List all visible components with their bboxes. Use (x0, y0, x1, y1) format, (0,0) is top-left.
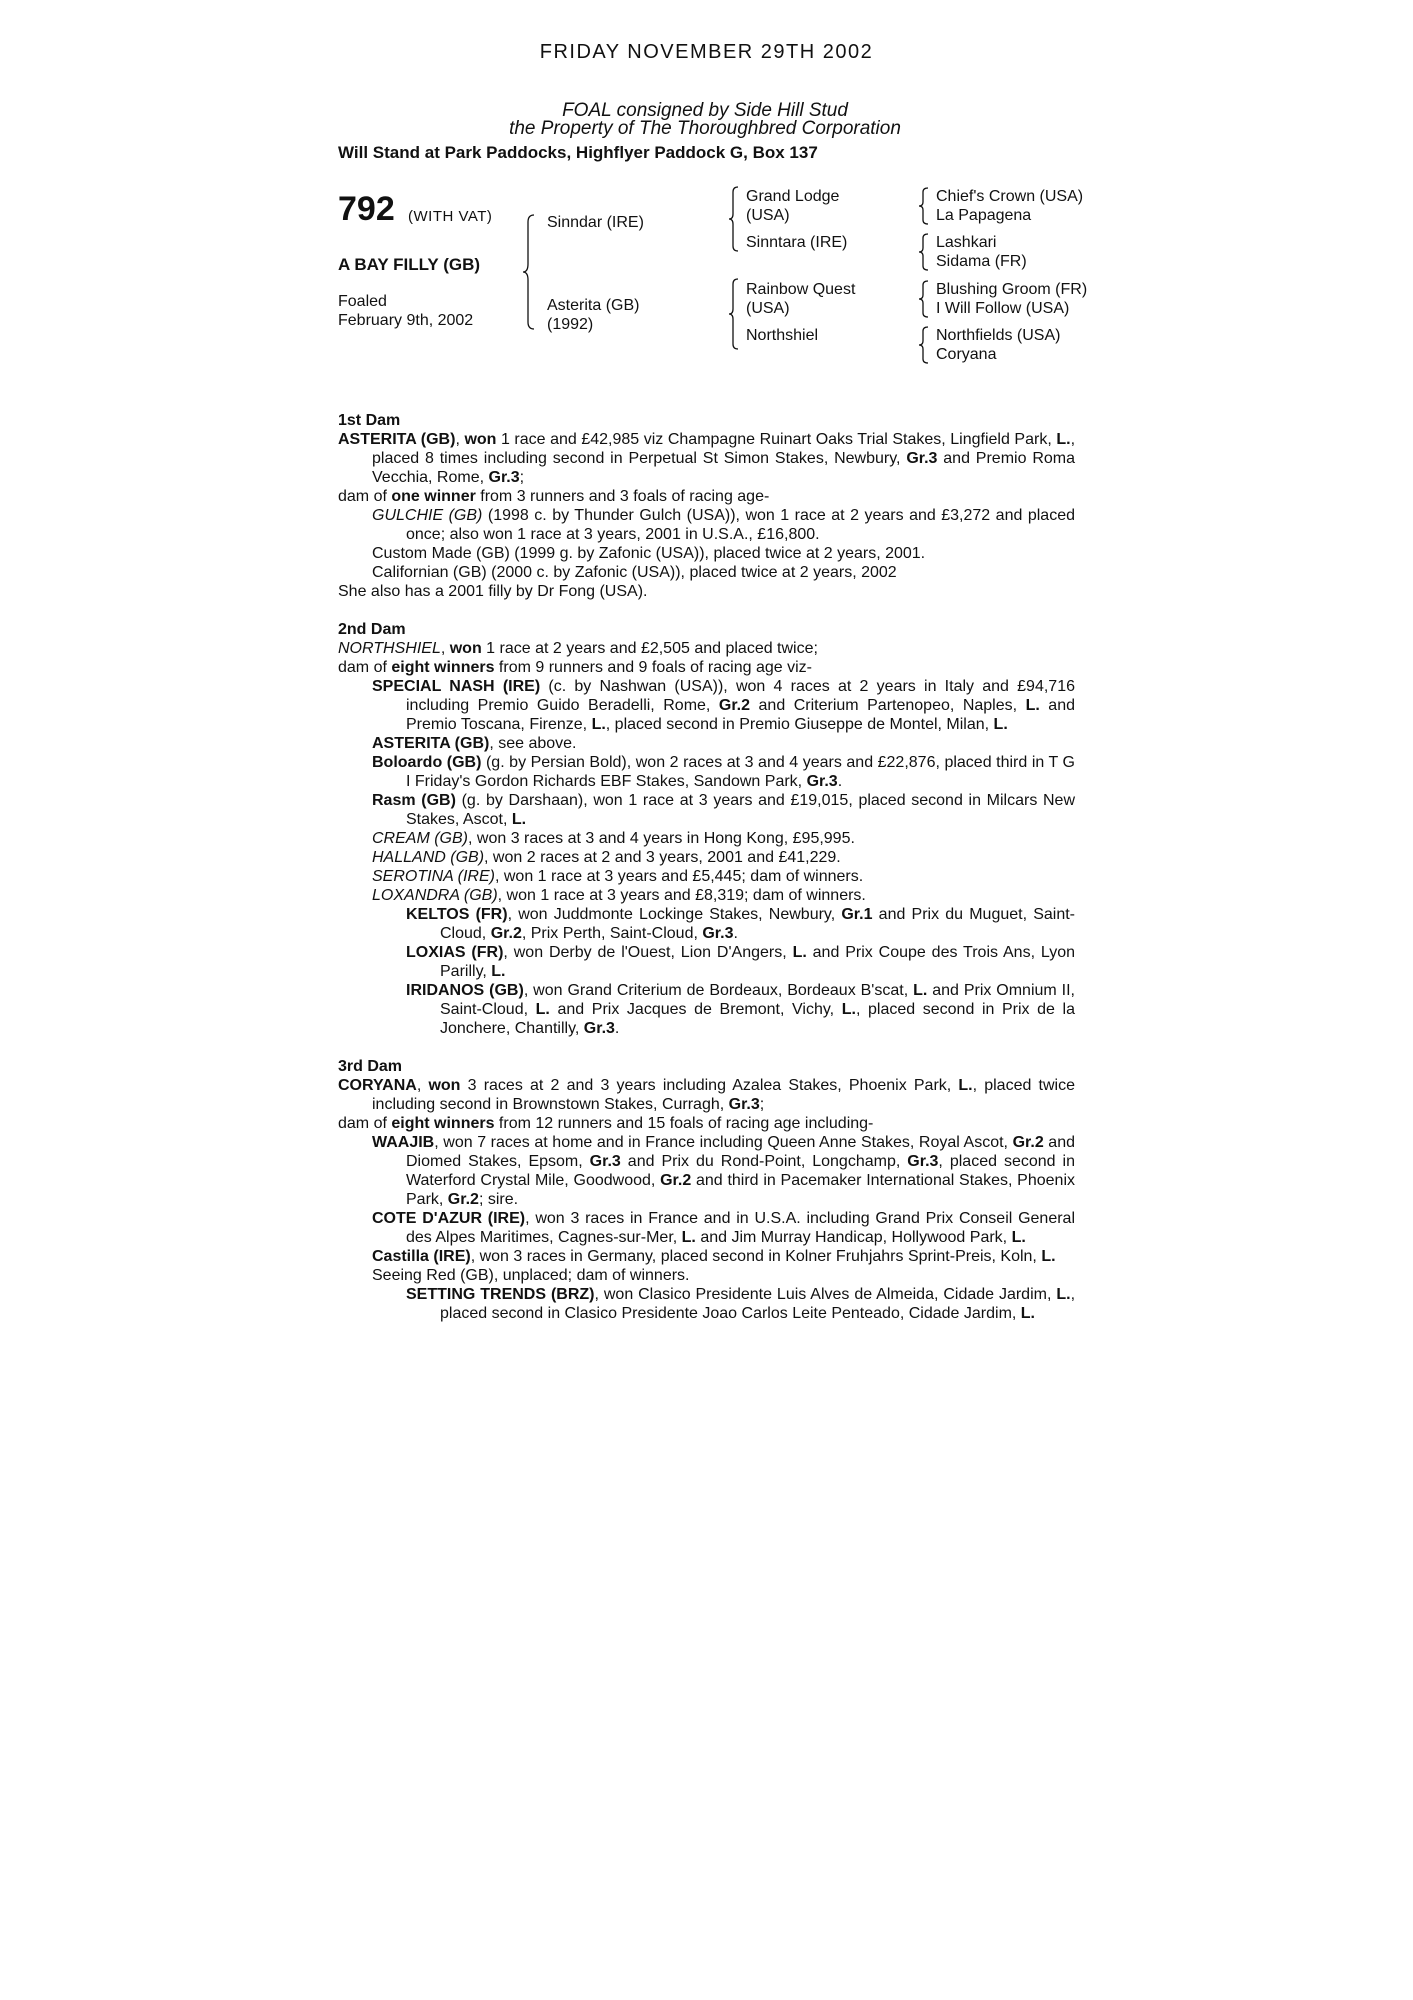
vat-label: (WITH VAT) (408, 208, 493, 225)
produce-entry (338, 734, 1075, 753)
bold-run: Rasm (GB) (372, 792, 456, 809)
bold-run: SETTING TRENDS (BRZ) (406, 1286, 595, 1303)
pedigree-g2: La Papagena (936, 207, 1032, 224)
bold-run: Gr.2 (718, 697, 751, 714)
bold-run: Gr.3 (906, 450, 938, 467)
pedigree-main-brace (522, 214, 536, 330)
text-run: 1 race at 2 years and £2,505 and placed twice; (481, 640, 818, 657)
text-run: and Premio Toscana, Firenze, (406, 697, 1075, 733)
pedigree-sire: Sinndar (IRE) (547, 214, 644, 231)
bold-run: Gr.2 (1012, 1134, 1044, 1151)
pedigree-dam-year: (1992) (547, 316, 594, 333)
dam-brace (728, 278, 740, 350)
text-run: dam of (338, 659, 392, 676)
second-dam-record (338, 639, 1075, 658)
bold-run: Gr.3 (589, 1153, 621, 1170)
bold-run: L. (511, 811, 527, 828)
second-dam-produce-summary (338, 658, 1075, 677)
lot-number: 792 (338, 190, 395, 228)
bold-run: L. (681, 1229, 696, 1246)
produce-entry (338, 544, 1075, 563)
text-run: , (416, 1077, 429, 1094)
text-run: and Premio Roma Vecchia, Rome, (372, 450, 1075, 486)
bold-run: Gr.3 (702, 925, 734, 942)
text-run: Californian (GB) (2000 c. by Zafonic (USA)), placed twice at 2 years, 2002 (372, 564, 897, 581)
text-run: , Prix Perth, Saint-Cloud, (521, 925, 703, 942)
produce-entry (338, 753, 1075, 791)
bold-run: Gr.3 (488, 469, 520, 486)
text-run: (g. by Persian Bold), won 2 races at 3 and 4 years and £22,876, placed third in T G I Friday's Gordon Richards EBF Stakes, Sandown Park, (406, 754, 1075, 790)
text-run: and Prix du Muguet, Saint-Cloud, (440, 906, 1076, 942)
produce-entry (338, 677, 1075, 734)
bold-run: L. (1041, 1248, 1056, 1265)
text-run: dam of (338, 488, 392, 505)
produce-entry (338, 848, 1075, 867)
bold-run: won (464, 431, 497, 448)
bold-run: WAAJIB (372, 1134, 435, 1151)
text-run: (g. by Darshaan), won 1 race at 3 years and £19,015, placed second in Milcars New Stakes, Ascot, (406, 792, 1075, 828)
text-run: . (733, 925, 738, 942)
text-run: Custom Made (GB) (1999 g. by Zafonic (USA)), placed twice at 2 years, 2001. (372, 545, 926, 562)
bold-run: Gr.2 (660, 1172, 692, 1189)
text-run: , won 2 races at 2 and 3 years, 2001 and £41,229. (484, 849, 841, 866)
bold-run: L. (1025, 697, 1040, 714)
produce-entry (338, 791, 1075, 829)
first-dam-record (338, 430, 1075, 487)
pedigree-dam-sire-country: (USA) (746, 300, 790, 317)
text-run: and Jim Murray Handicap, Hollywood Park, (695, 1229, 1012, 1246)
text-run: ; sire. (478, 1191, 519, 1208)
pedigree-g3: Lashkari (936, 234, 997, 251)
grandproduce-entry (338, 1285, 1075, 1323)
bold-run: SPECIAL NASH (IRE) (372, 678, 541, 695)
pedigree-sire-sire-country: (USA) (746, 207, 790, 224)
text-run: from 9 runners and 9 foals of racing age viz- (494, 659, 812, 676)
pedigree-dam: Asterita (GB) (547, 297, 640, 314)
bold-run: eight winners (391, 659, 495, 676)
bold-run: won (428, 1077, 461, 1094)
text-run: , placed second in Prix de la Jonchere, Chantilly, (440, 1001, 1076, 1037)
text-run: , placed second in Premio Giuseppe de Montel, Milan, (605, 716, 994, 733)
italic-run: LOXANDRA (GB) (372, 887, 498, 904)
produce-entry (338, 563, 1075, 582)
bold-run: Gr.3 (806, 773, 838, 790)
bold-run: CORYANA (338, 1077, 417, 1094)
grandproduce-entry (338, 981, 1075, 1038)
property-line: the Property of The Thoroughbred Corporation (509, 118, 901, 139)
text-run: . (837, 773, 843, 790)
second-dam-heading: 2nd Dam (338, 621, 406, 638)
bold-run: LOXIAS (FR) (406, 944, 504, 961)
text-run: from 12 runners and 15 foals of racing age including- (494, 1115, 874, 1132)
bold-run: L. (1011, 1229, 1026, 1246)
text-run: and Prix Jacques de Bremont, Vichy, (549, 1001, 842, 1018)
horse-description: A BAY FILLY (GB) (338, 255, 481, 274)
pedigree-g5: Blushing Groom (FR) (936, 281, 1088, 298)
text-run: , won Grand Criterium de Bordeaux, Bordeaux B'scat, (523, 982, 914, 999)
bold-run: Gr.2 (447, 1191, 479, 1208)
text-run: , placed twice including second in Brownstown Stakes, Curragh, (372, 1077, 1075, 1113)
third-dam-heading: 3rd Dam (338, 1058, 403, 1075)
pedigree-g4: Sidama (FR) (936, 253, 1027, 270)
text-run: , (440, 640, 450, 657)
text-run: . (614, 1020, 620, 1037)
text-run: Seeing Red (GB), unplaced; dam of winners. (372, 1267, 690, 1284)
bold-run: L. (491, 963, 506, 980)
produce-entry (338, 867, 1075, 886)
bold-run: Castilla (IRE) (372, 1248, 471, 1265)
bold-run: L. (1020, 1305, 1035, 1322)
produce-entry (338, 1266, 1075, 1285)
italic-run: SEROTINA (IRE) (372, 868, 495, 885)
g-brace-3 (918, 280, 930, 318)
italic-run: GULCHIE (GB) (372, 507, 483, 524)
text-run: and Diomed Stakes, Epsom, (406, 1134, 1075, 1170)
text-run: , won 7 races at home and in France including Queen Anne Stakes, Royal Ascot, (434, 1134, 1013, 1151)
bold-run: Gr.2 (490, 925, 522, 942)
foaled-date: February 9th, 2002 (338, 312, 474, 329)
text-run: and third in Pacemaker International Stakes, Phoenix Park, (406, 1172, 1075, 1208)
text-run: , won 3 races at 3 and 4 years in Hong Kong, £95,995. (468, 830, 855, 847)
italic-run: HALLAND (GB) (372, 849, 485, 866)
bold-run: L. (1056, 431, 1071, 448)
text-run: , placed second in Waterford Crystal Mile, Goodwood, (406, 1153, 1075, 1189)
stabling-line: Will Stand at Park Paddocks, Highflyer Paddock G, Box 137 (338, 143, 818, 162)
text-run: and Prix du Rond-Point, Longchamp, (620, 1153, 908, 1170)
sire-brace (728, 186, 740, 252)
produce-entry (338, 886, 1075, 905)
text-run: , see above. (489, 735, 577, 752)
text-run: 3 races at 2 and 3 years including Azalea Stakes, Phoenix Park, (460, 1077, 959, 1094)
bold-run: Boloardo (GB) (372, 754, 482, 771)
text-run: , (455, 431, 465, 448)
text-run: dam of (338, 1115, 392, 1132)
bold-run: COTE D'AZUR (IRE) (372, 1210, 526, 1227)
grandproduce-entry (338, 905, 1075, 943)
pedigree-dam-dam: Northshiel (746, 327, 819, 344)
foaled-label: Foaled (338, 293, 387, 310)
text-run: ; (519, 469, 525, 486)
bold-run: Gr.3 (583, 1020, 615, 1037)
g-brace-2 (918, 233, 930, 271)
produce-entry (338, 1209, 1075, 1247)
text-run: (1998 c. by Thunder Gulch (USA)), won 1 race at 2 years and £3,272 and placed once; also won 1 race at 3 years, 2001 in U.S.A., £16,800. (406, 507, 1076, 543)
pedigree-g6: I Will Follow (USA) (936, 300, 1070, 317)
grandproduce-entry (338, 943, 1075, 981)
bold-run: IRIDANOS (GB) (406, 982, 524, 999)
produce-entry (338, 582, 1075, 601)
bold-run: ASTERITA (GB) (372, 735, 490, 752)
bold-run: Gr.3 (907, 1153, 939, 1170)
text-run: , won 3 races in France and in U.S.A. including Grand Prix Conseil General des Alpes Maritimes, Cagnes-sur-Mer, (406, 1210, 1075, 1246)
g-brace-1 (918, 187, 930, 225)
text-run: from 3 runners and 3 foals of racing age- (475, 488, 770, 505)
pedigree-sire-sire: Grand Lodge (746, 188, 840, 205)
third-dam-produce-summary (338, 1114, 1075, 1133)
first-dam-produce-summary (338, 487, 1075, 506)
text-run: , won Clasico Presidente Luis Alves de Almeida, Cidade Jardim, (594, 1286, 1057, 1303)
g-brace-4 (918, 326, 930, 364)
third-dam-record (338, 1076, 1075, 1114)
pedigree-g7: Northfields (USA) (936, 327, 1061, 344)
sale-date: FRIDAY NOVEMBER 29TH 2002 (539, 41, 874, 63)
produce-record (338, 411, 1075, 1323)
bold-run: L. (913, 982, 928, 999)
bold-run: one winner (391, 488, 476, 505)
bold-run: eight winners (391, 1115, 495, 1132)
text-run: , won Derby de l'Ouest, Lion D'Angers, (503, 944, 793, 961)
bold-run: L. (792, 944, 807, 961)
text-run: , placed 8 times including second in Perpetual St Simon Stakes, Newbury, (372, 431, 1076, 467)
bold-run: L. (535, 1001, 550, 1018)
text-run: and Prix Omnium II, Saint-Cloud, (440, 982, 1075, 1018)
italic-run: NORTHSHIEL (338, 640, 441, 657)
pedigree-sire-dam: Sinntara (IRE) (746, 234, 848, 251)
consignor-line: FOAL consigned by Side Hill Stud (562, 100, 848, 121)
pedigree-g1: Chief's Crown (USA) (936, 188, 1084, 205)
text-run: and Prix Coupe des Trois Ans, Lyon Parilly, (440, 944, 1075, 980)
text-run: , won 1 race at 3 years and £8,319; dam of winners. (497, 887, 866, 904)
bold-run: Gr.3 (728, 1096, 760, 1113)
text-run: ; (759, 1096, 765, 1113)
bold-run: L. (1056, 1286, 1071, 1303)
bold-run: L. (958, 1077, 973, 1094)
produce-entry (338, 1247, 1075, 1266)
text-run: , placed second in Clasico Presidente Joao Carlos Leite Penteado, Cidade Jardim, (440, 1286, 1076, 1322)
produce-entry (338, 1133, 1075, 1209)
text-run: , won 1 race at 3 years and £5,445; dam of winners. (494, 868, 864, 885)
text-run: , won Juddmonte Lockinge Stakes, Newbury, (507, 906, 842, 923)
pedigree-dam-sire: Rainbow Quest (746, 281, 856, 298)
produce-entry (338, 829, 1075, 848)
first-dam-heading: 1st Dam (338, 412, 401, 429)
text-run: She also has a 2001 filly by Dr Fong (USA). (338, 583, 648, 600)
text-run: (c. by Nashwan (USA)), won 4 races at 2 years in Italy and £94,716 including Premio Guido Beradelli, Rome, (406, 678, 1075, 714)
pedigree-g8: Coryana (936, 346, 997, 363)
text-run: 1 race and £42,985 viz Champagne Ruinart Oaks Trial Stakes, Lingfield Park, (496, 431, 1057, 448)
bold-run: L. (993, 716, 1008, 733)
bold-run: L. (591, 716, 606, 733)
bold-run: ASTERITA (GB) (338, 431, 456, 448)
text-run: and Criterium Partenopeo, Naples, (750, 697, 1026, 714)
bold-run: KELTOS (FR) (406, 906, 508, 923)
bold-run: Gr.1 (841, 906, 873, 923)
produce-entry (338, 506, 1075, 544)
text-run: , won 3 races in Germany, placed second in Kolner Fruhjahrs Sprint-Preis, Koln, (470, 1248, 1042, 1265)
italic-run: CREAM (GB) (372, 830, 468, 847)
bold-run: L. (841, 1001, 856, 1018)
bold-run: won (449, 640, 482, 657)
